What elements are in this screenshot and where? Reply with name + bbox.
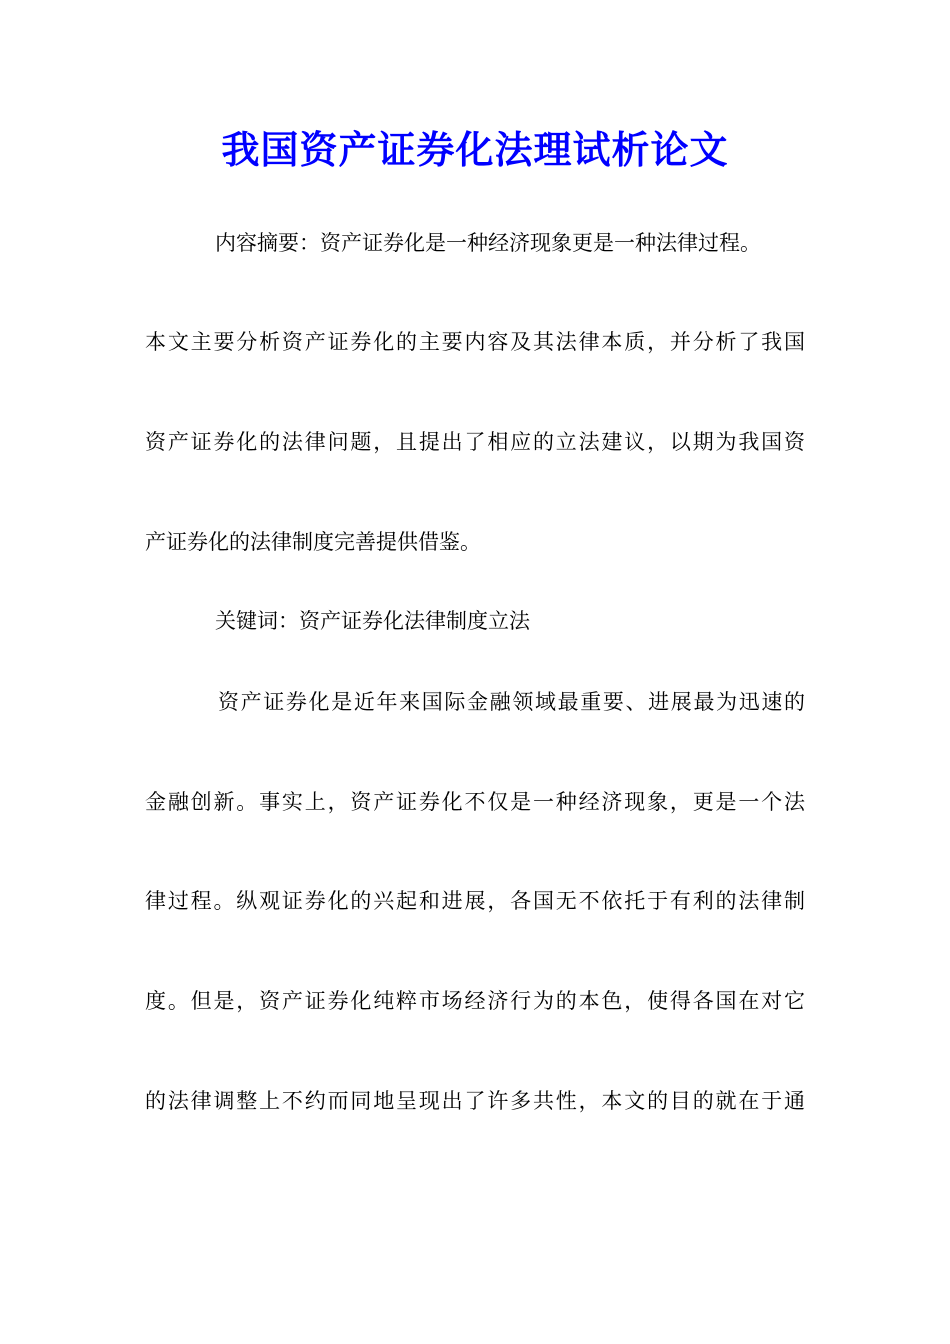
body-line-4: 度。但是，资产证券化纯粹市场经济行为的本色，使得各国在对它	[145, 989, 805, 1013]
document-title: 我国资产证券化法理试析论文	[221, 127, 729, 172]
abstract-line-3: 资产证券化的法律问题，且提出了相应的立法建议，以期为我国资	[145, 430, 805, 454]
abstract-line-1: 内容摘要：资产证券化是一种经济现象更是一种法律过程。	[215, 231, 761, 255]
body-line-5: 的法律调整上不约而同地呈现出了许多共性，本文的目的就在于通	[145, 1089, 805, 1113]
abstract-line-4: 产证券化的法律制度完善提供借鉴。	[145, 530, 481, 554]
keywords-line: 关键词：资产证券化法律制度立法	[215, 609, 530, 633]
body-line-2: 金融创新。事实上，资产证券化不仅是一种经济现象，更是一个法	[145, 790, 805, 814]
body-line-3: 律过程。纵观证券化的兴起和进展，各国无不依托于有利的法律制	[145, 889, 805, 913]
body-line-1: 资产证券化是近年来国际金融领域最重要、进展最为迅速的	[218, 690, 805, 714]
abstract-line-2: 本文主要分析资产证券化的主要内容及其法律本质，并分析了我国	[145, 330, 805, 354]
